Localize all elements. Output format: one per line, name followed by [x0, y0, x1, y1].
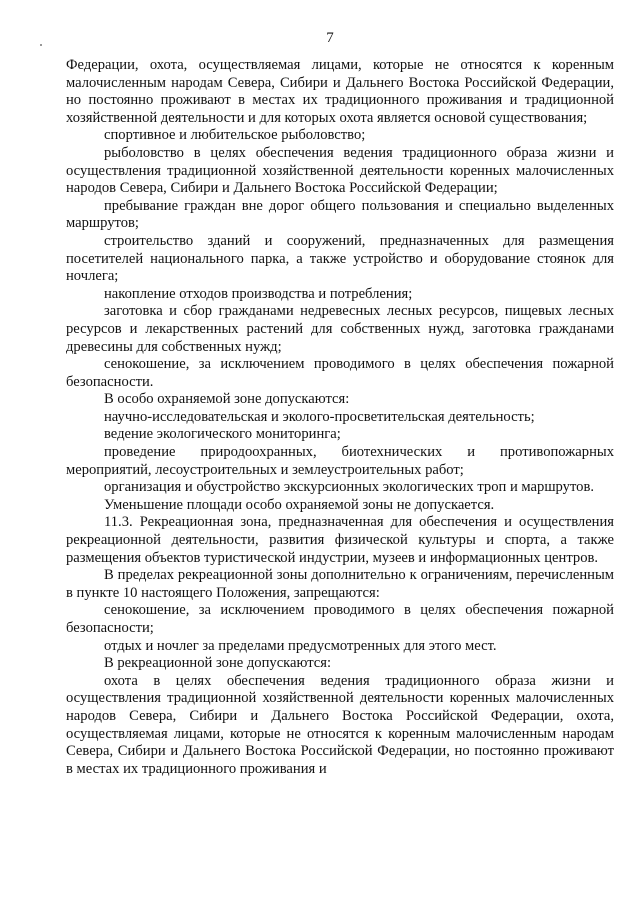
paragraph: организация и обустройство экскурсионных экологических троп и маршрутов.: [104, 479, 594, 496]
paragraph: ведение экологического мониторинга;: [104, 426, 341, 443]
paragraph: охота в целях обеспечения ведения традиционного образа жизни и осуществления традиционной хозяйственной деятельности коренных малочисленных народов Севера, Сибири и Дальнего Востока Российской Федерации, охота, осуществляемая лицами, которые не относятся к коренным малочисленным народам Севера, Сибири и Дальнего Востока Российской Федерации, но постоянно проживают в местах их традиционного проживания и: [66, 672, 614, 777]
paragraph: сенокошение, за исключением проводимого в целях обеспечения пожарной безопасности.: [66, 356, 614, 390]
paragraph: пребывание граждан вне дорог общего пользования и специально выделенных маршрутов;: [66, 197, 614, 232]
scan-mark: [40, 44, 42, 46]
paragraph: Уменьшение площади особо охраняемой зоны не допускается.: [104, 496, 495, 513]
paragraph: научно-исследовательская и эколого-просветительская деятельность;: [104, 408, 535, 425]
paragraph: спортивное и любительское рыболовство;: [104, 127, 366, 144]
paragraph: В особо охраняемой зоне допускаются:: [104, 391, 350, 408]
paragraph: заготовка и сбор гражданами недревесных лесных ресурсов, пищевых лесных ресурсов и лекарственных растений для собственных нужд, заготовка гражданами древесины для собственных нужд;: [66, 303, 614, 355]
page-number: 7: [326, 30, 334, 46]
paragraph: В пределах рекреационной зоны дополнительно к ограничениям, перечисленным в пункте 10 настоящего Положения, запрещаются:: [66, 567, 614, 601]
paragraph: отдых и ночлег за пределами предусмотренных для этого мест.: [104, 637, 497, 654]
paragraph: сенокошение, за исключением проводимого в целях обеспечения пожарной безопасности;: [66, 602, 614, 636]
paragraph: Федерации, охота, осуществляемая лицами, которые не относятся к коренным малочисленным народам Севера, Сибири и Дальнего Востока Российской Федерации, но постоянно проживают в местах их традиционного проживания и традиционной хозяйственной деятельности и для которых охота является основой существования;: [66, 57, 614, 126]
paragraph: строительство зданий и сооружений, предназначенных для размещения посетителей национального парка, а также устройство и оборудование стоянок для ночлега;: [66, 232, 614, 285]
paragraph: накопление отходов производства и потребления;: [104, 285, 413, 302]
paragraph: В рекреационной зоне допускаются:: [104, 655, 332, 672]
paragraph: проведение природоохранных, биотехнических и противопожарных мероприятий, лесоустроительных и землеустроительных работ;: [66, 444, 614, 478]
paragraph: рыболовство в целях обеспечения ведения традиционного образа жизни и осуществления традиционной хозяйственной деятельности коренных малочисленных народов Севера, Сибири и Дальнего Востока Российской Федерации;: [66, 144, 614, 197]
document-body: [66, 57, 614, 778]
paragraph: 11.3. Рекреационная зона, предназначенная для обеспечения и осуществления рекреационной деятельности, развития физической культуры и спорта, а также размещения объектов туристической индустрии, музеев и информационных центров.: [66, 514, 614, 566]
